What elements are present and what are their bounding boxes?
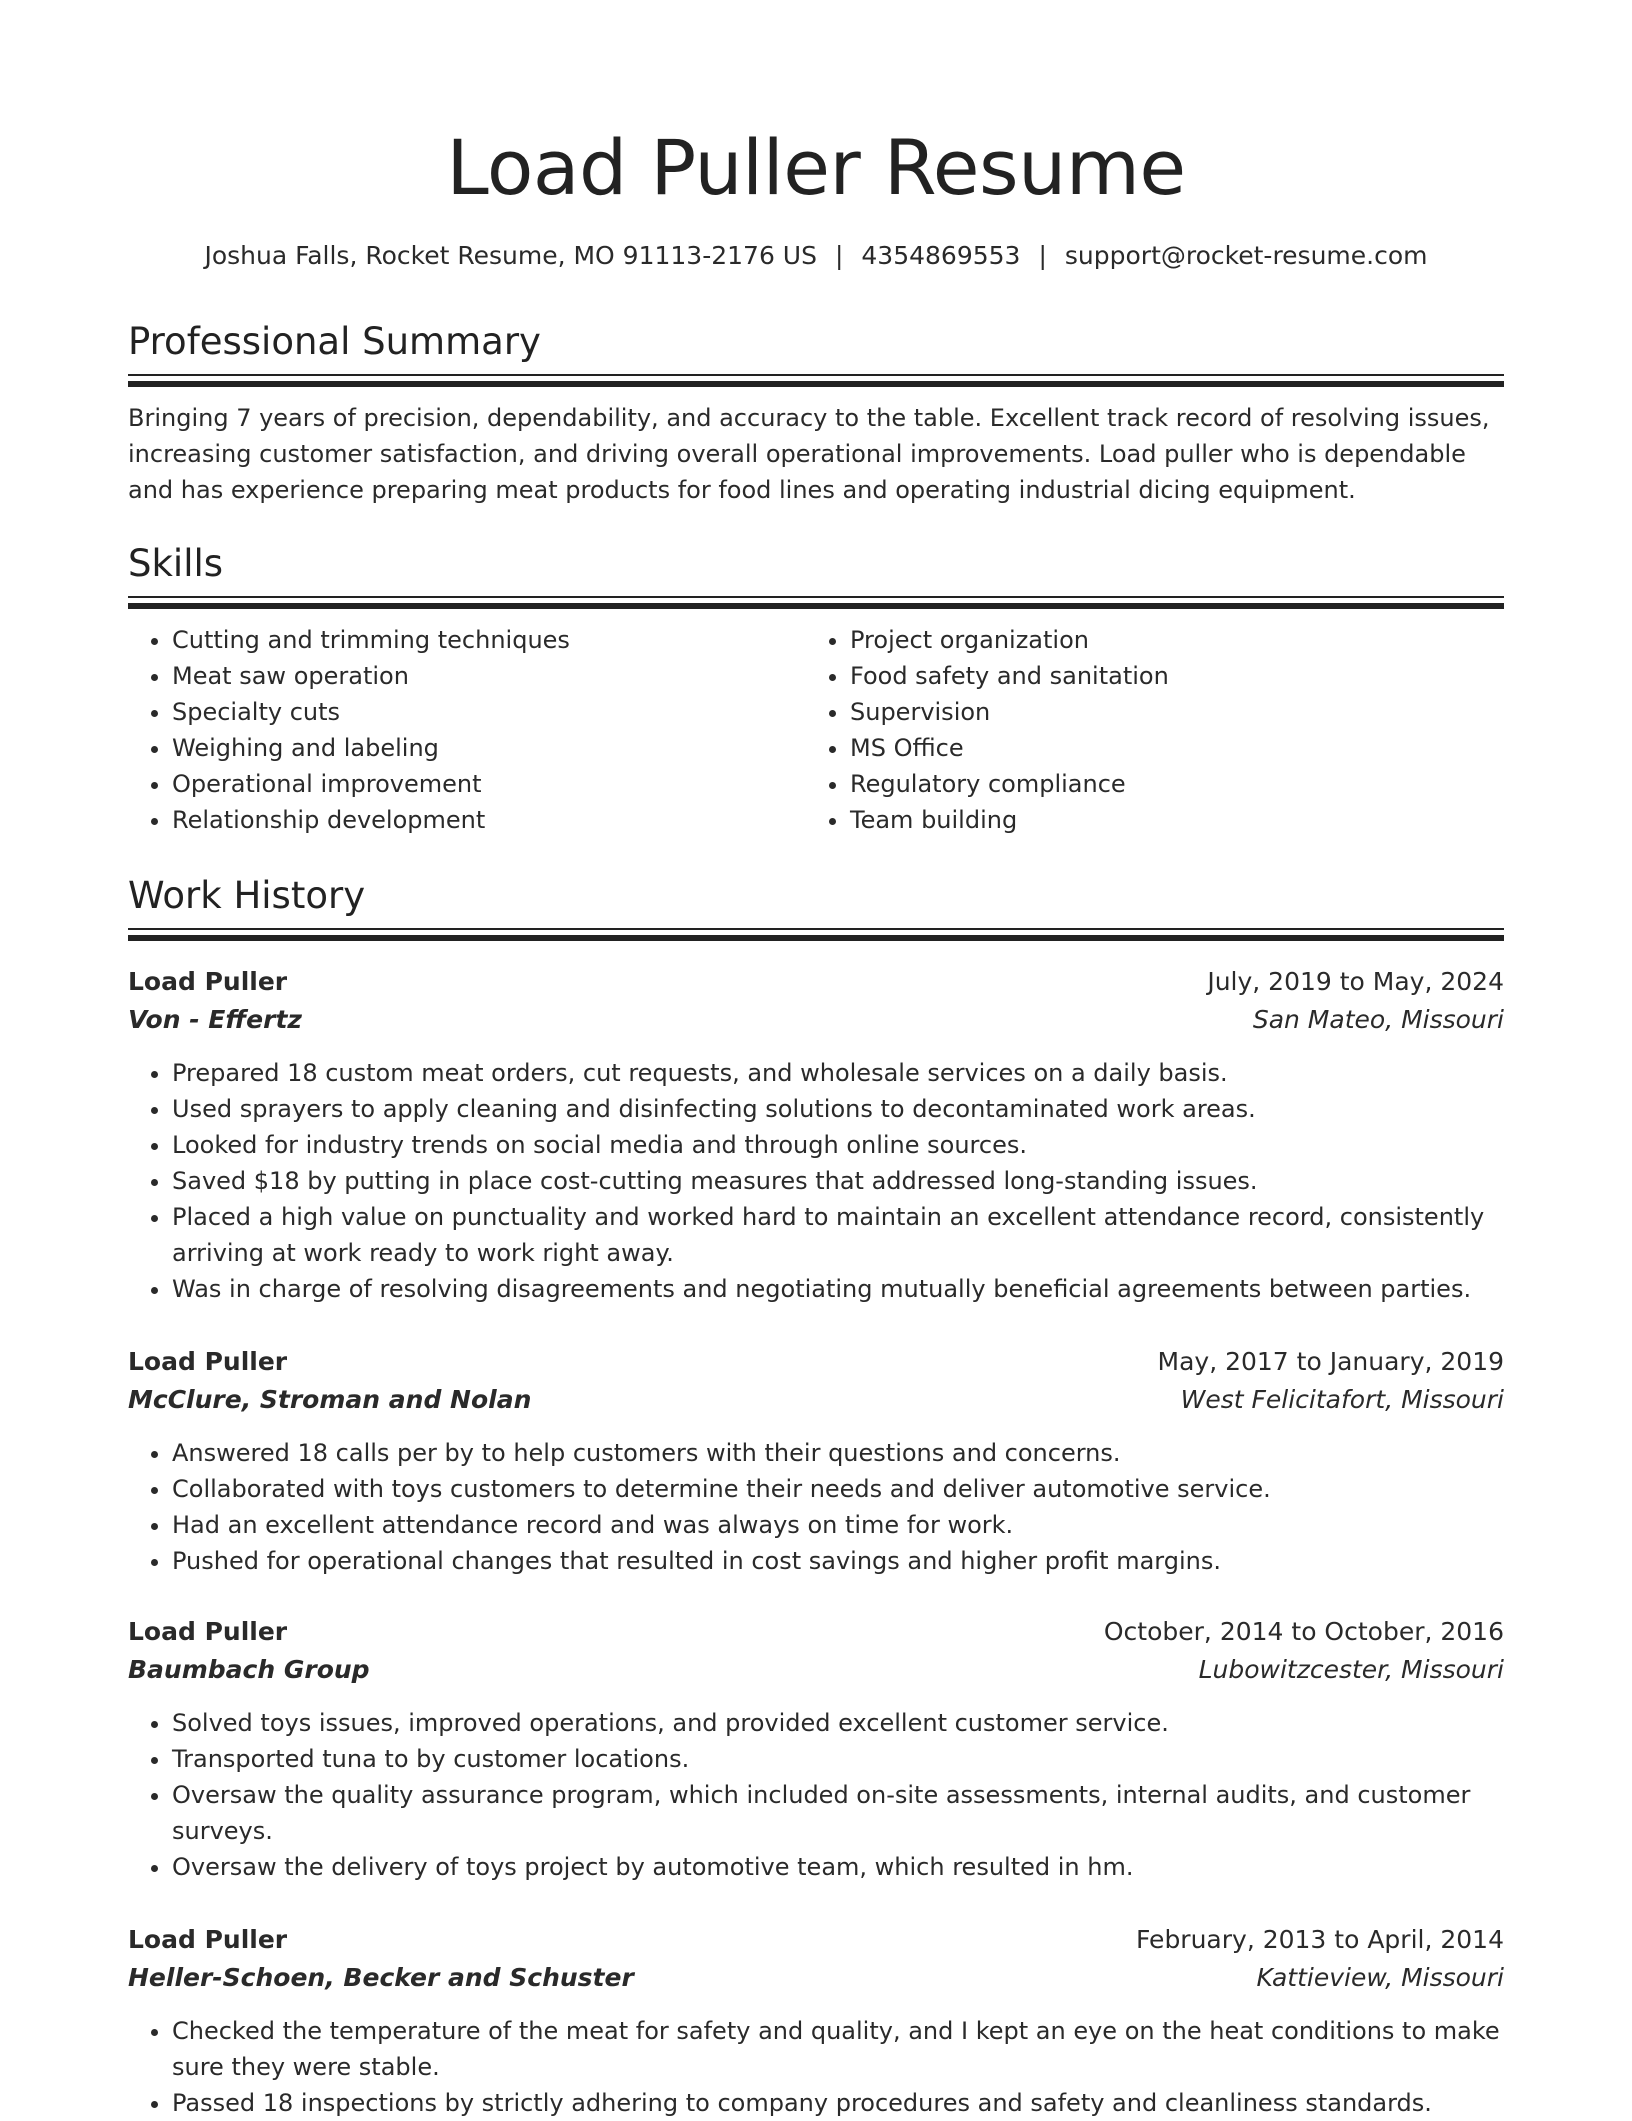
job-company: Von - Effertz (128, 1005, 302, 1034)
work-history-heading: Work History (128, 874, 366, 917)
job-bullet: • Had an excellent attendance record and was always on time for work. (172, 1507, 1504, 1543)
section-divider (128, 928, 1504, 940)
job-title: Load Puller (128, 1925, 288, 1954)
skill-item: • Cutting and trimming techniques (172, 622, 806, 658)
summary-heading: Professional Summary (128, 320, 541, 363)
job-company-row (128, 1381, 1504, 1419)
skill-item: • Food safety and sanitation (850, 658, 1484, 694)
job-company: Heller-Schoen, Becker and Schuster (128, 1963, 634, 1992)
job-location: San Mateo, Missouri (1252, 1005, 1504, 1034)
job-bullet: • Placed a high value on punctuality and worked hard to maintain an excellent attendance record, consistently arriving at work ready to work right away. (172, 1199, 1504, 1271)
job-dates: October, 2014 to October, 2016 (1103, 1617, 1504, 1646)
job-bullet: • Prepared 18 custom meat orders, cut requests, and wholesale services on a daily basis. (172, 1055, 1504, 1091)
resume-title: Load Puller Resume (446, 123, 1186, 212)
job-company-row (128, 1959, 1504, 1997)
job-entry (128, 1921, 1504, 2121)
job-dates: July, 2019 to May, 2024 (1207, 967, 1504, 996)
skill-item: • MS Office (850, 730, 1484, 766)
section-divider (128, 374, 1504, 386)
job-bullet: • Saved $18 by putting in place cost-cutting measures that addressed long-standing issues. (172, 1163, 1504, 1199)
skills-column-left (128, 622, 806, 838)
job-location: West Felicitafort, Missouri (1180, 1385, 1504, 1414)
contact-email: support@rocket-resume.com (1064, 241, 1428, 270)
job-entry (128, 1343, 1504, 1579)
contact-separator: | (1038, 241, 1047, 270)
skill-item: • Meat saw operation (172, 658, 806, 694)
job-company-row (128, 1651, 1504, 1689)
job-title: Load Puller (128, 1347, 288, 1376)
job-title: Load Puller (128, 967, 288, 996)
job-bullets (128, 1705, 1504, 1885)
contact-line (128, 238, 1504, 274)
job-bullet: • Checked the temperature of the meat for safety and quality, and I kept an eye on the heat conditions to make sure they were stable. (172, 2013, 1504, 2085)
summary-section (128, 318, 1504, 508)
contact-address: Joshua Falls, Rocket Resume, MO 91113-2176 US (204, 241, 817, 270)
work-history-section (128, 872, 1504, 940)
skill-item: • Weighing and labeling (172, 730, 806, 766)
skills-section (128, 540, 1504, 838)
skill-item: • Team building (850, 802, 1484, 838)
job-bullet: • Used sprayers to apply cleaning and disinfecting solutions to decontaminated work areas. (172, 1091, 1504, 1127)
skill-item: • Regulatory compliance (850, 766, 1484, 802)
skills-heading: Skills (128, 542, 224, 585)
job-header-row (128, 1343, 1504, 1381)
job-company: Baumbach Group (128, 1655, 370, 1684)
job-bullets (128, 1055, 1504, 1307)
skills-grid (128, 622, 1504, 838)
skill-item: • Specialty cuts (172, 694, 806, 730)
skill-item: • Project organization (850, 622, 1484, 658)
job-bullets (128, 2013, 1504, 2121)
job-bullets (128, 1435, 1504, 1579)
contact-separator: | (834, 241, 844, 270)
contact-phone: 4354869553 (861, 241, 1021, 270)
skill-item: • Supervision (850, 694, 1484, 730)
job-company: McClure, Stroman and Nolan (128, 1385, 532, 1414)
job-dates: May, 2017 to January, 2019 (1157, 1347, 1504, 1376)
job-bullet: • Oversaw the delivery of toys project by automotive team, which resulted in hm. (172, 1849, 1504, 1885)
job-bullet: • Transported tuna to by customer locations. (172, 1741, 1504, 1777)
job-header-row (128, 1613, 1504, 1651)
job-bullet: • Solved toys issues, improved operations, and provided excellent customer service. (172, 1705, 1504, 1741)
job-header-row (128, 1921, 1504, 1959)
job-bullet: • Oversaw the quality assurance program, which included on-site assessments, internal audits, and customer surveys. (172, 1777, 1504, 1849)
job-entry (128, 963, 1504, 1307)
skill-item: • Operational improvement (172, 766, 806, 802)
skills-column-right (806, 622, 1484, 838)
job-bullet: • Pushed for operational changes that resulted in cost savings and higher profit margins. (172, 1543, 1504, 1579)
job-header-row (128, 963, 1504, 1001)
job-bullet: • Collaborated with toys customers to determine their needs and deliver automotive service. (172, 1471, 1504, 1507)
job-bullet: • Passed 18 inspections by strictly adhering to company procedures and safety and cleanliness standards. (172, 2085, 1504, 2121)
job-bullet: • Was in charge of resolving disagreements and negotiating mutually beneficial agreements between parties. (172, 1271, 1504, 1307)
job-location: Kattieview, Missouri (1256, 1963, 1504, 1992)
job-bullet: • Looked for industry trends on social media and through online sources. (172, 1127, 1504, 1163)
job-bullet: • Answered 18 calls per by to help customers with their questions and concerns. (172, 1435, 1504, 1471)
job-location: Lubowitzcester, Missouri (1198, 1655, 1504, 1684)
summary-text: Bringing 7 years of precision, dependability, and accuracy to the table. Excellent track record of resolving issues, increasing customer satisfaction, and driving overall operational improvements. Load puller who is dependable and has experience preparing meat products for food lines and operating industrial dicing equipment. (128, 404, 1490, 504)
job-dates: February, 2013 to April, 2014 (1136, 1925, 1504, 1954)
job-company-row (128, 1001, 1504, 1039)
section-divider (128, 596, 1504, 608)
job-entry (128, 1613, 1504, 1885)
job-title: Load Puller (128, 1617, 288, 1646)
skill-item: • Relationship development (172, 802, 806, 838)
